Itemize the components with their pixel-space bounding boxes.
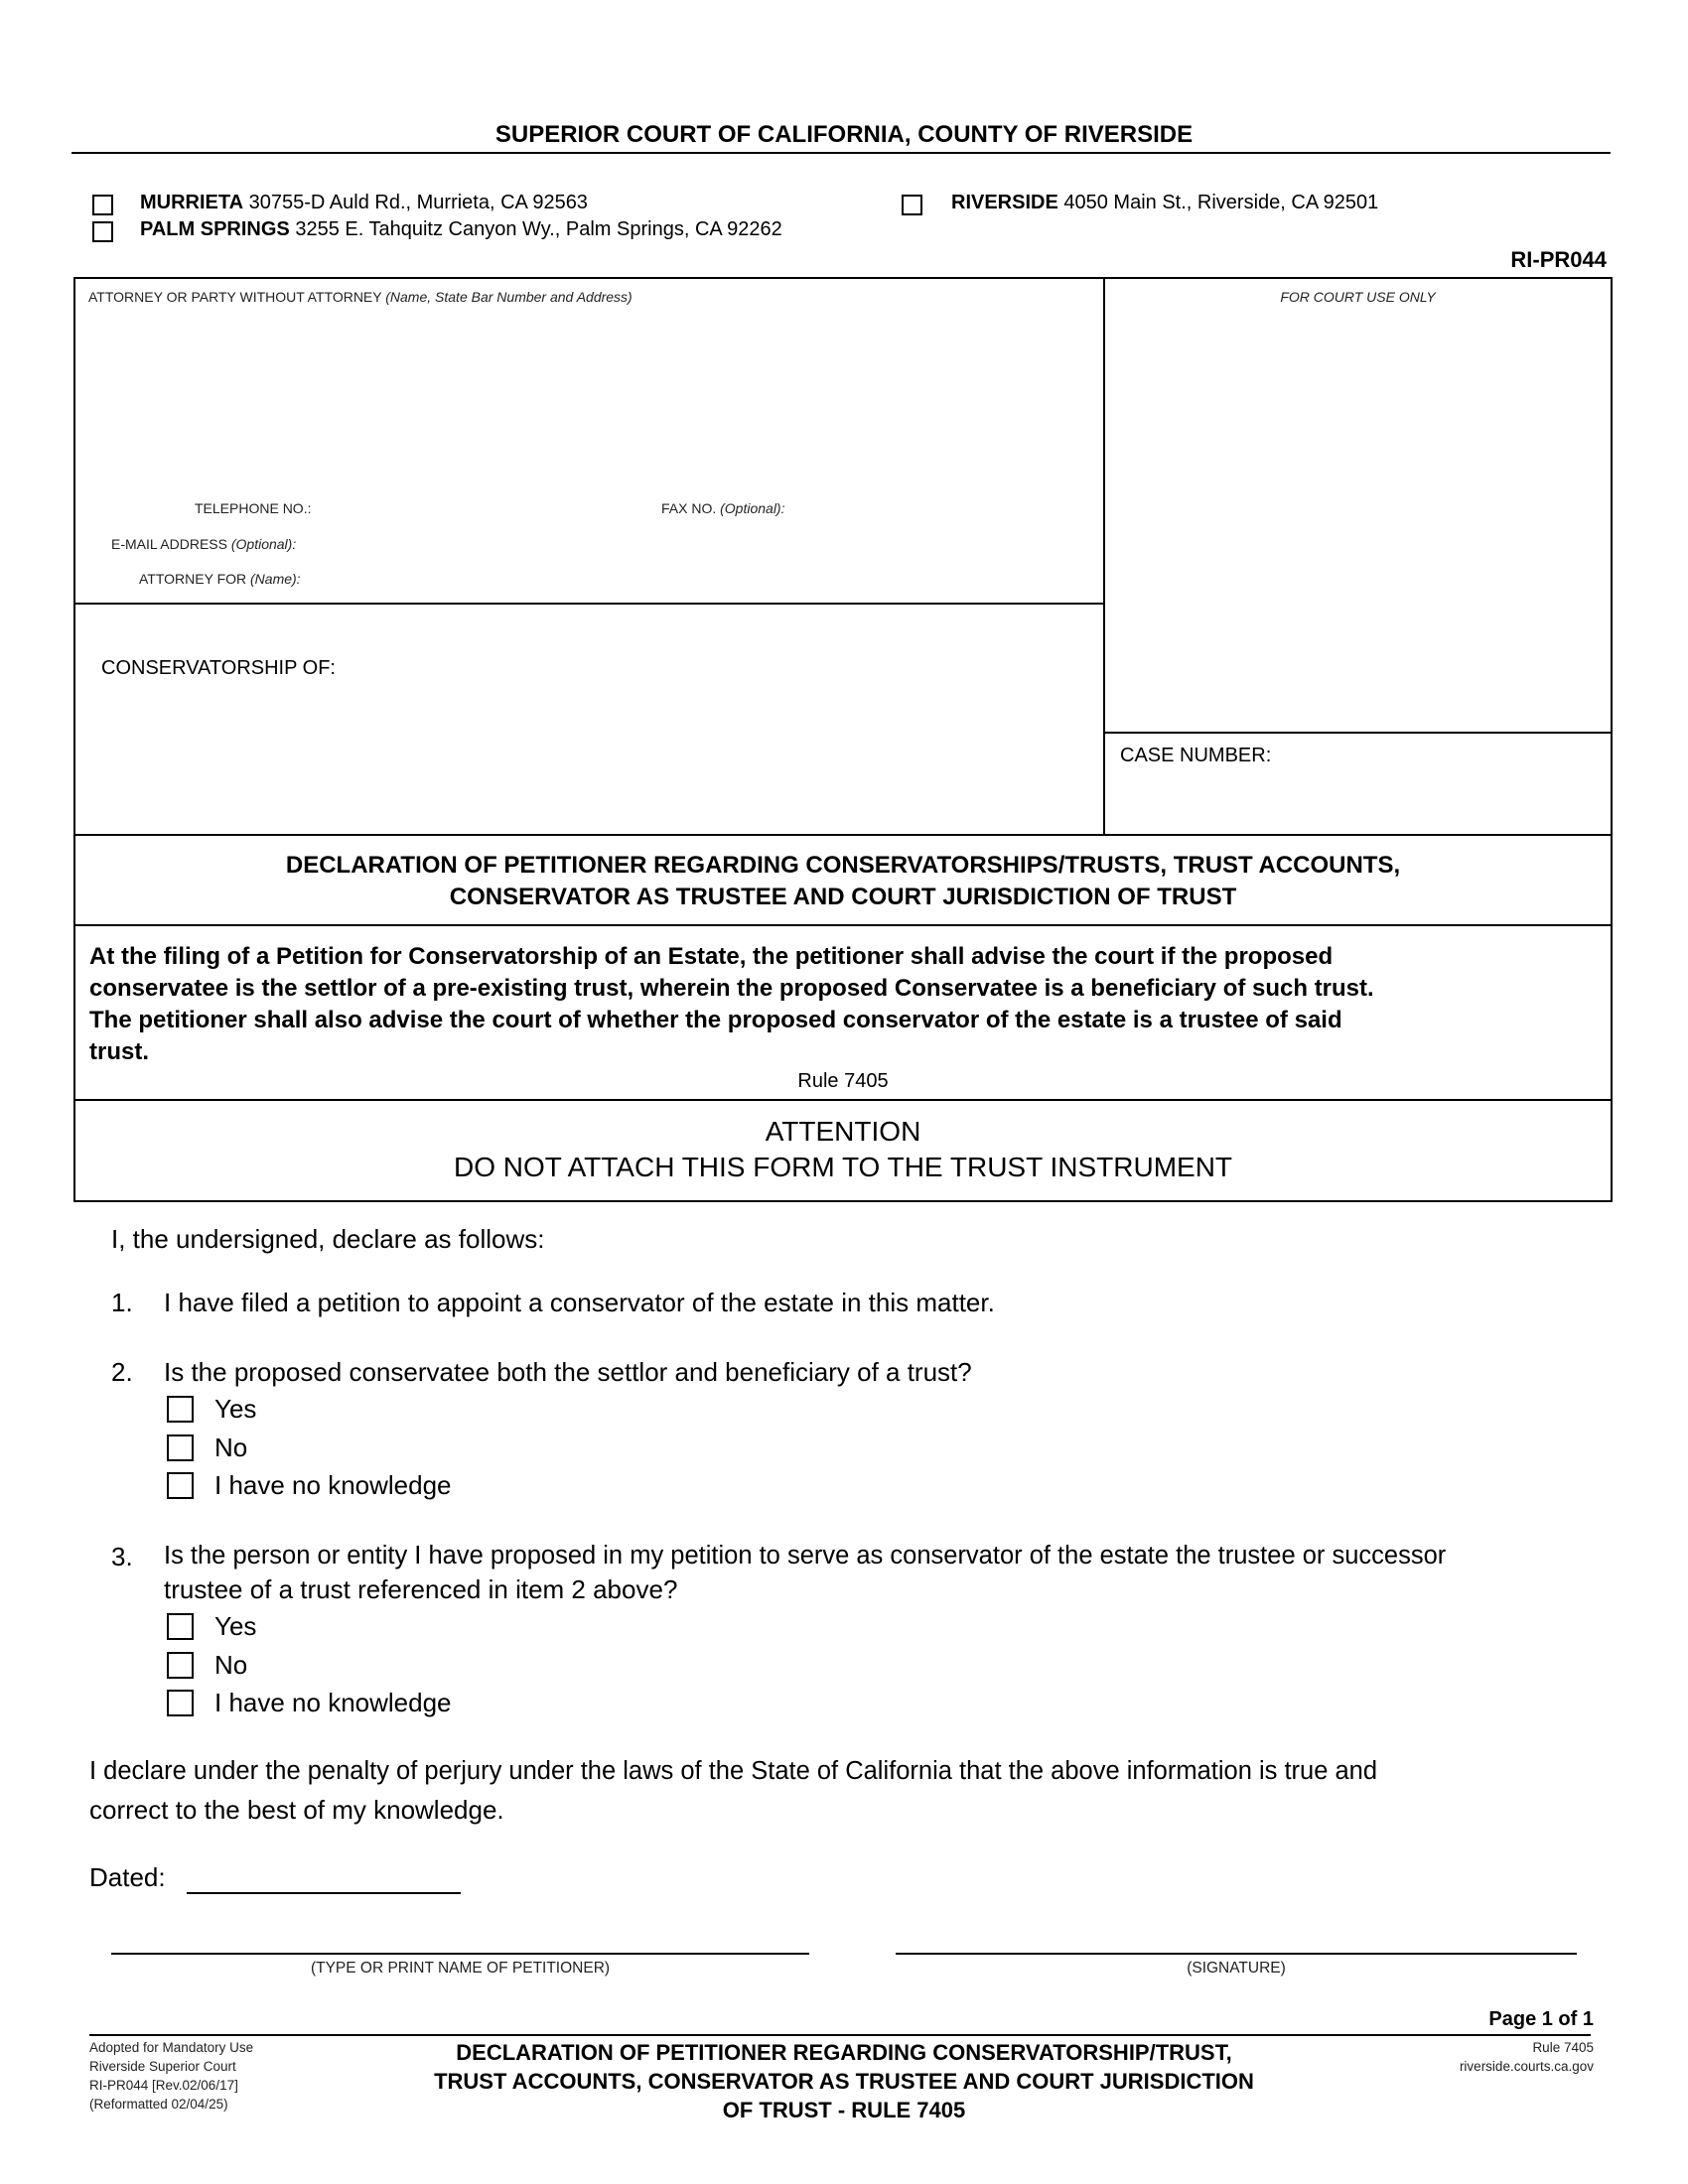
- footer-left-block: [89, 2038, 253, 2114]
- dated-field[interactable]: [187, 1862, 461, 1894]
- fax-label: [661, 500, 784, 516]
- petitioner-name-caption: (TYPE OR PRINT NAME OF PETITIONER): [310, 1960, 611, 1977]
- palm-springs-address: 3255 E. Tahquitz Canyon Wy., Palm Springs, CA 92262: [295, 218, 782, 240]
- footer-title-line1: DECLARATION OF PETITIONER REGARDING CONSERVATORSHIP/TRUST,: [456, 2040, 1232, 2065]
- dated-label: Dated:: [89, 1862, 166, 1892]
- petitioner-name-line[interactable]: [111, 1953, 809, 1955]
- riverside-location: [951, 192, 1378, 214]
- murrieta-name: MURRIETA: [140, 192, 244, 213]
- item2-yes-label: Yes: [214, 1394, 257, 1424]
- attorney-for-label-text: ATTORNEY FOR: [139, 571, 247, 587]
- footer-title: [298, 2038, 1390, 2124]
- signature-line[interactable]: [896, 1953, 1577, 1955]
- conservatorship-field[interactable]: [99, 685, 1082, 824]
- palm-springs-checkbox[interactable]: [92, 221, 113, 242]
- item3-no-checkbox[interactable]: [167, 1652, 194, 1679]
- instruction-line2: conservatee is the settlor of a pre-existing trust, wherein the proposed Conservatee is a beneficiary of such trust.: [89, 975, 1374, 1002]
- attention-warning: DO NOT ATTACH THIS FORM TO THE TRUST INSTRUMENT: [453, 1152, 1233, 1182]
- attorney-for-field[interactable]: [338, 567, 1092, 589]
- fax-label-text: FAX NO.: [661, 500, 717, 516]
- footer-adopted: Adopted for Mandatory Use: [89, 2040, 254, 2055]
- form-id: RI-PR044: [1510, 247, 1607, 272]
- email-field[interactable]: [338, 532, 1092, 554]
- declaration-intro: I, the undersigned, declare as follows:: [111, 1224, 545, 1254]
- case-number-label: CASE NUMBER:: [1120, 745, 1272, 766]
- footer-website: riverside.courts.ca.gov: [1459, 2059, 1594, 2074]
- murrieta-checkbox[interactable]: [92, 195, 113, 215]
- attorney-divider: [73, 603, 1104, 605]
- item3-no-knowledge-checkbox[interactable]: [167, 1690, 194, 1716]
- footer-rule-ref: Rule 7405: [1532, 2040, 1594, 2055]
- form-title-line2: CONSERVATOR AS TRUSTEE AND COURT JURISDICTION OF TRUST: [449, 884, 1237, 910]
- perjury-statement-line1: I declare under the penalty of perjury under the laws of the State of California that the above information is true and: [89, 1757, 1378, 1785]
- footer-form-rev: RI-PR044 [Rev.02/06/17]: [89, 2078, 238, 2093]
- footer-title-line2: TRUST ACCOUNTS, CONSERVATOR AS TRUSTEE AND COURT JURISDICTION: [434, 2069, 1254, 2094]
- item3-no-knowledge-label: I have no knowledge: [214, 1688, 452, 1717]
- attention-heading: ATTENTION: [765, 1116, 921, 1147]
- item3-yes-label: Yes: [214, 1611, 257, 1641]
- murrieta-address: 30755-D Auld Rd., Murrieta, CA 92563: [248, 192, 588, 213]
- court-use-label: FOR COURT USE ONLY: [1280, 289, 1436, 305]
- riverside-address: 4050 Main St., Riverside, CA 92501: [1063, 192, 1379, 213]
- caption-vertical-divider: [1103, 277, 1105, 836]
- footer-rule: [89, 2034, 1591, 2036]
- email-label-note: (Optional):: [230, 536, 297, 552]
- palm-springs-name: PALM SPRINGS: [140, 218, 290, 240]
- item3-no-label: No: [214, 1650, 248, 1680]
- instruction-line3: The petitioner shall also advise the court of whether the proposed conservator of the estate is a trustee of said: [89, 1007, 1342, 1033]
- riverside-name: RIVERSIDE: [951, 192, 1058, 213]
- signature-caption: (SIGNATURE): [1187, 1960, 1286, 1977]
- attention-box: [73, 1099, 1613, 1202]
- fax-label-note: (Optional):: [720, 500, 785, 516]
- attorney-title-note: (Name, State Bar Number and Address): [385, 289, 633, 305]
- palm-springs-location: [140, 218, 782, 241]
- footer-right-block: [1460, 2038, 1594, 2076]
- footer-court: Riverside Superior Court: [89, 2059, 236, 2074]
- footer-reformatted: (Reformatted 02/04/25): [89, 2097, 228, 2112]
- riverside-checkbox[interactable]: [902, 195, 922, 215]
- instruction-rule: Rule 7405: [797, 1070, 889, 1092]
- item2-yes-checkbox[interactable]: [167, 1396, 194, 1423]
- form-title-line1: DECLARATION OF PETITIONER REGARDING CONSERVATORSHIPS/TRUSTS, TRUST ACCOUNTS,: [285, 852, 1401, 879]
- item3-text-line1: Is the person or entity I have proposed in my petition to serve as conservator of the estate the trustee or successor: [164, 1542, 1447, 1570]
- item1-text: I have filed a petition to appoint a conservator of the estate in this matter.: [164, 1288, 995, 1317]
- instruction-line1: At the filing of a Petition for Conservatorship of an Estate, the petitioner shall advise the court if the proposed: [89, 943, 1334, 970]
- item2-no-label: No: [214, 1433, 248, 1462]
- footer-title-line3: OF TRUST - RULE 7405: [722, 2098, 966, 2122]
- attorney-for-label: [139, 571, 301, 587]
- email-label-text: E-MAIL ADDRESS: [111, 536, 227, 552]
- item2-no-checkbox[interactable]: [167, 1434, 194, 1461]
- perjury-statement-line2: correct to the best of my knowledge.: [89, 1795, 504, 1825]
- item2-number: 2.: [111, 1357, 133, 1387]
- item1-number: 1.: [111, 1288, 133, 1317]
- attorney-box-title: [88, 289, 633, 305]
- case-number-divider: [1103, 732, 1613, 734]
- header-rule: [71, 152, 1611, 154]
- conservatorship-label: CONSERVATORSHIP OF:: [101, 657, 336, 679]
- item2-no-knowledge-label: I have no knowledge: [214, 1470, 452, 1500]
- instruction-line4: trust.: [89, 1038, 149, 1065]
- fax-field[interactable]: [814, 496, 1092, 518]
- item3-text-line2: trustee of a trust referenced in item 2 above?: [164, 1574, 678, 1604]
- item3-yes-checkbox[interactable]: [167, 1613, 194, 1640]
- form-title-box: [73, 834, 1613, 926]
- court-title: SUPERIOR COURT OF CALIFORNIA, COUNTY OF RIVERSIDE: [494, 121, 1194, 148]
- murrieta-location: [140, 192, 588, 214]
- case-number-field[interactable]: [1120, 774, 1597, 824]
- email-label: [111, 536, 296, 552]
- item2-no-knowledge-checkbox[interactable]: [167, 1472, 194, 1499]
- telephone-label: TELEPHONE NO.:: [195, 500, 312, 516]
- page-number: Page 1 of 1: [1488, 2008, 1594, 2030]
- item3-number: 3.: [111, 1542, 133, 1571]
- attorney-title-text: ATTORNEY OR PARTY WITHOUT ATTORNEY: [88, 289, 382, 305]
- telephone-field[interactable]: [338, 496, 635, 518]
- item2-text: Is the proposed conservatee both the settlor and beneficiary of a trust?: [164, 1357, 972, 1387]
- attorney-for-label-note: (Name):: [250, 571, 301, 587]
